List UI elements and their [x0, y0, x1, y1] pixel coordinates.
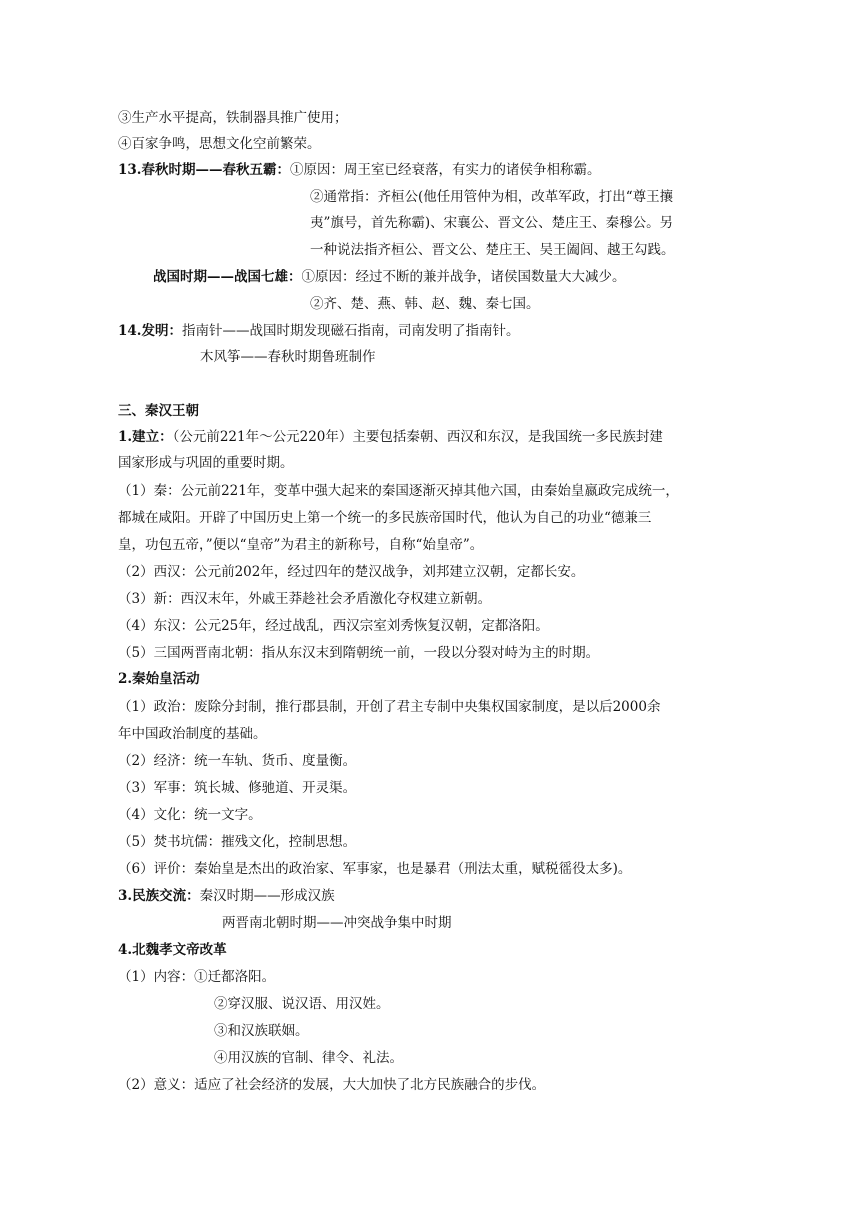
- text-line: ④百家争鸣，思想文化空前繁荣。: [118, 136, 321, 152]
- text-line: [153, 267, 626, 287]
- text-line: （2）西汉：公元前202年，经过四年的楚汉战争，刘邦建立汉朝，定都长安。: [118, 564, 585, 580]
- text-line: ④用汉族的官制、律令、礼法。: [214, 1050, 403, 1066]
- text-line: ②通常指：齐桓公(他任用管仲为相，改革军政，打出“尊王攘: [310, 189, 674, 205]
- chapter-heading: 三、秦汉王朝: [118, 403, 199, 419]
- text-line: 一种说法指齐桓公、晋文公、楚庄王、吴王阖闾、越王勾践。: [310, 242, 675, 258]
- text-line: （5）焚书坑儒：摧残文化，控制思想。: [118, 834, 357, 850]
- text-line: （4）东汉：公元25年，经过战乱，西汉宗室刘秀恢复汉朝，定都洛阳。: [118, 618, 549, 634]
- text-line: 两晋南北朝时期——冲突战争集中时期: [222, 915, 452, 931]
- text-line: （6）评价：秦始皇是杰出的政治家、军事家，也是暴君（刑法太重，赋税徭役太多)。: [118, 861, 632, 877]
- text-line: （1）秦：公元前221年，变革中强大起来的秦国逐渐灭掉其他六国，由秦始皇嬴政完成统一，: [118, 483, 679, 499]
- text-line: （1）政治：废除分封制，推行郡县制，开创了君主专制中央集权国家制度，是以后2000余: [118, 699, 661, 715]
- text-line: （2）意义：适应了社会经济的发展，大大加快了北方民族融合的步伐。: [118, 1077, 546, 1093]
- section-heading: 2.秦始皇活动: [118, 671, 200, 687]
- section-heading: 13.春秋时期——春秋五霸：: [118, 162, 290, 178]
- section-heading: 14.发明：: [118, 323, 182, 339]
- text-span: ①原因：经过不断的兼并战争，诸侯国数量大大减少。: [301, 269, 626, 285]
- text-line: ③生产水平提高，铁制器具推广使用；: [118, 110, 348, 126]
- text-line: ②齐、楚、燕、韩、赵、魏、秦七国。: [310, 296, 540, 312]
- text-line: 都城在咸阳。开辟了中国历史上第一个统一的多民族帝国时代，他认为自己的功业“德兼三: [118, 510, 652, 526]
- text-span: ①原因：周王室已经衰落，有实力的诸侯争相称霸。: [290, 162, 601, 178]
- text-line: ③和汉族联姻。: [214, 1023, 309, 1039]
- section-heading: 4.北魏孝文帝改革: [118, 942, 227, 958]
- text-span: 指南针——战国时期发现磁石指南，司南发明了指南针。: [182, 323, 520, 339]
- text-line: [118, 427, 663, 447]
- text-line: [118, 160, 601, 180]
- text-span: 秦汉时期——形成汉族: [199, 888, 335, 904]
- text-line: 夷”旗号，首先称霸)、宋襄公、晋文公、楚庄王、秦穆公。另: [310, 215, 674, 231]
- section-heading: 1.建立：: [118, 429, 173, 445]
- text-line: ②穿汉服、说汉语、用汉姓。: [214, 996, 390, 1012]
- text-line: 年中国政治制度的基础。: [118, 726, 267, 742]
- text-line: [118, 321, 520, 341]
- text-line: （3）军事：筑长城、修驰道、开灵渠。: [118, 780, 357, 796]
- text-span: （公元前221年～公元220年）主要包括秦朝、西汉和东汉，是我国统一多民族封建: [172, 429, 663, 445]
- text-line: （2）经济：统一车轨、货币、度量衡。: [118, 753, 357, 769]
- text-line: （5）三国两晋南北朝：指从东汉末到隋朝统一前，一段以分裂对峙为主的时期。: [118, 645, 600, 661]
- text-line: [118, 886, 335, 906]
- text-line: 国家形成与巩固的重要时期。: [118, 455, 294, 471]
- section-heading: 3.民族交流：: [118, 888, 200, 904]
- text-line: （4）文化：统一文字。: [118, 807, 262, 823]
- section-heading: 战国时期——战国七雄：: [153, 269, 302, 285]
- text-line: （1）内容：①迁都洛阳。: [118, 969, 276, 985]
- text-line: 皇，功包五帝，”便以“皇帝”为君主的新称号，自称“始皇帝”。: [118, 537, 484, 553]
- text-line: （3）新：西汉末年，外戚王莽趁社会矛盾激化夺权建立新朝。: [118, 591, 492, 607]
- text-line: 木风筝——春秋时期鲁班制作: [200, 349, 376, 365]
